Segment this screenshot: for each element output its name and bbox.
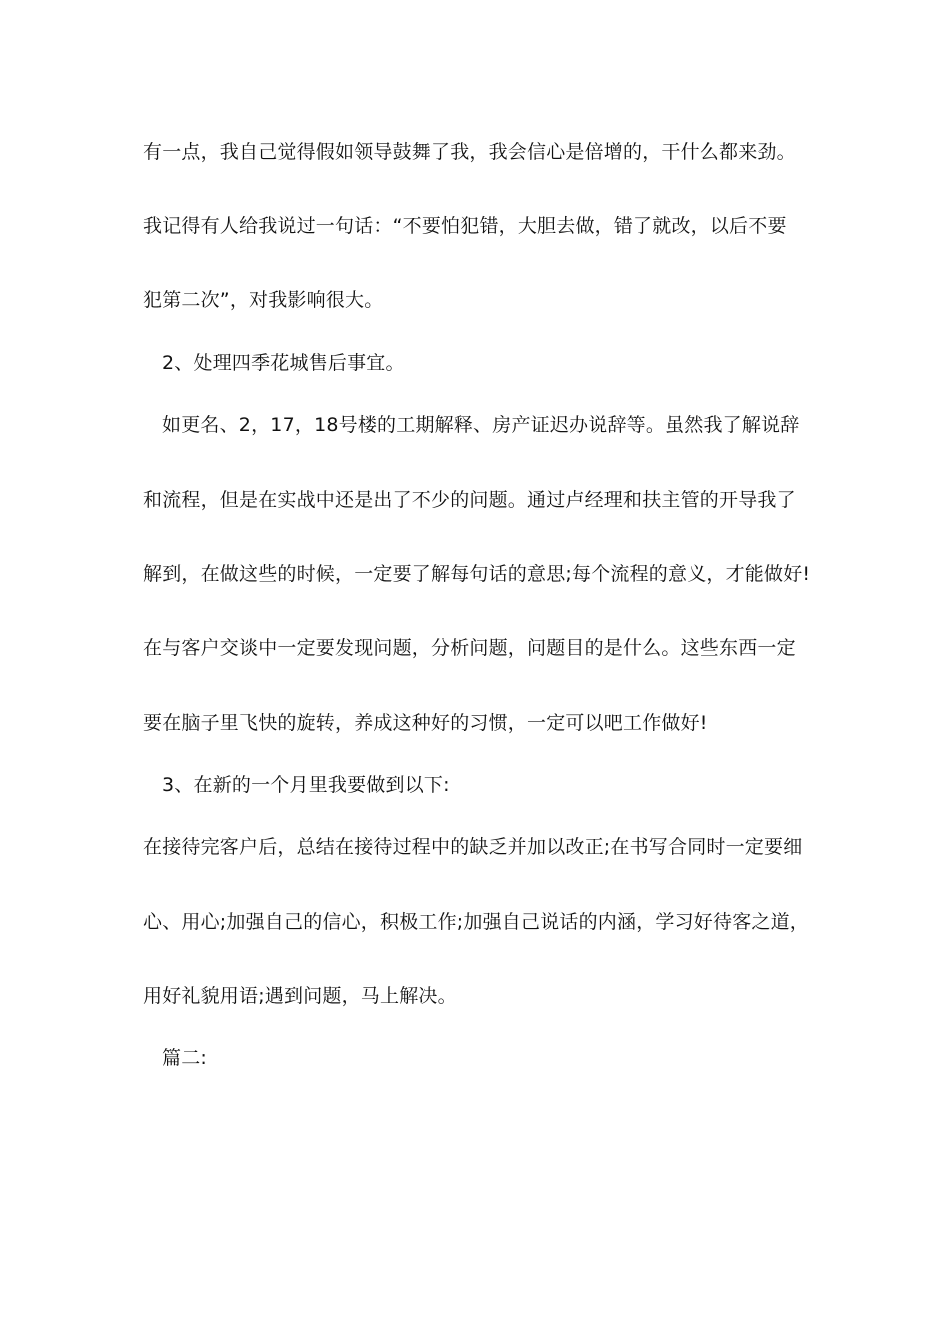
paragraph-line-11: 用好礼貌用语;遇到问题，马上解决。 <box>143 985 457 1007</box>
paragraph-line-5: 和流程，但是在实战中还是出了不少的问题。通过卢经理和扶主管的开导我了 <box>143 489 796 511</box>
paragraph-line-10: 心、用心;加强自己的信心，积极工作;加强自己说话的内涵，学习好待客之道， <box>143 911 810 933</box>
paragraph-line-2: 我记得有人给我说过一句话：“不要怕犯错，大胆去做，错了就改，以后不要 <box>143 215 787 237</box>
section-heading-2: 2、处理四季花城售后事宜。 <box>162 352 405 374</box>
paragraph-line-7: 在与客户交谈中一定要发现问题，分析问题，问题目的是什么。这些东西一定 <box>143 637 796 659</box>
paragraph-line-1: 有一点，我自己觉得假如领导鼓舞了我，我会信心是倍增的，干什么都来劲。 <box>143 141 796 163</box>
section-heading-3: 3、在新的一个月里我要做到以下: <box>162 774 450 796</box>
paragraph-line-3: 犯第二次”，对我影响很大。 <box>143 289 384 311</box>
paragraph-line-6: 解到，在做这些的时候，一定要了解每句话的意思;每个流程的意义，才能做好! <box>143 563 811 585</box>
paragraph-line-4: 如更名、2，17，18号楼的工期解释、房产证迟办说辞等。虽然我了解说辞 <box>162 414 800 436</box>
paragraph-line-8: 要在脑子里飞快的旋转，养成这种好的习惯，一定可以吧工作做好! <box>143 712 708 734</box>
section-heading-part-two: 篇二: <box>162 1047 208 1069</box>
paragraph-line-9: 在接待完客户后，总结在接待过程中的缺乏并加以改正;在书写合同时一定要细 <box>143 836 803 858</box>
